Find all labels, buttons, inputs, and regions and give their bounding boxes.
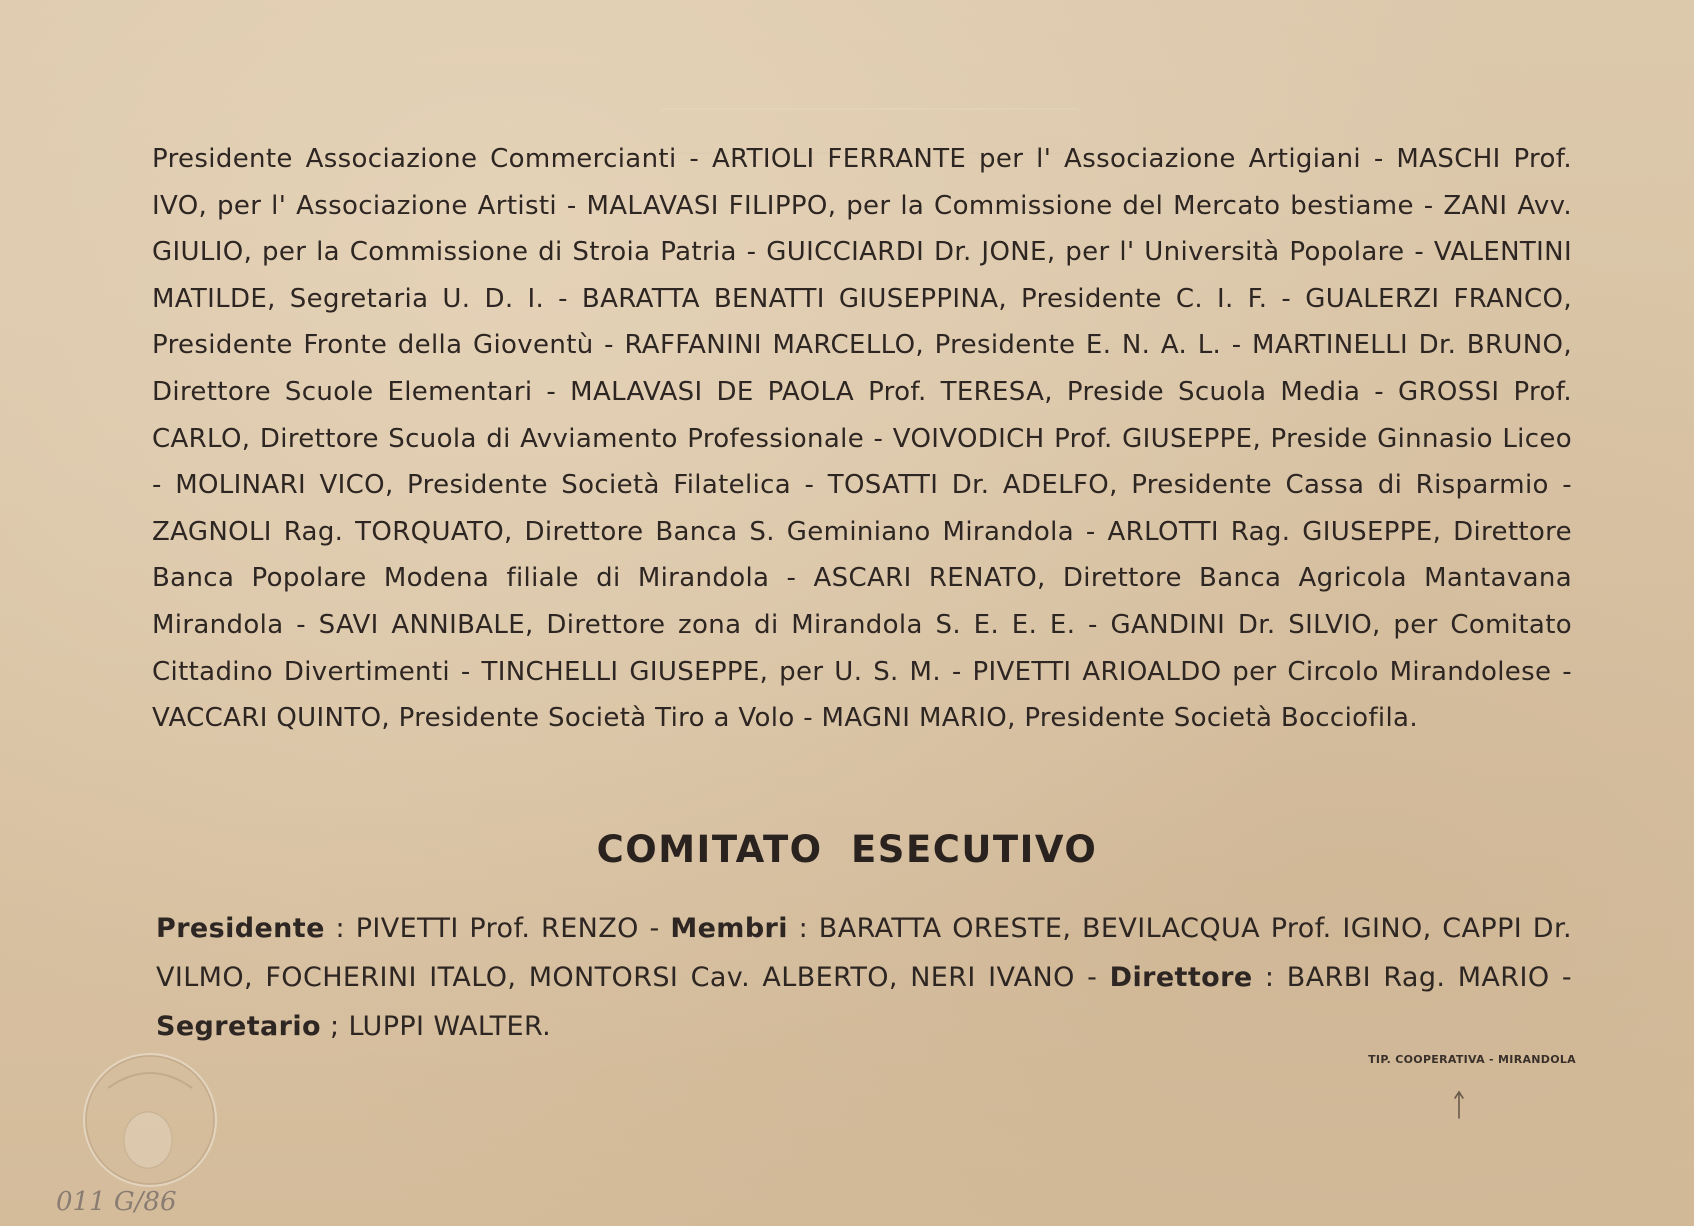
pencil-mark-icon bbox=[1452, 1090, 1466, 1120]
director-label: Direttore bbox=[1109, 962, 1253, 993]
handwritten-note-text: 011 G/86 bbox=[56, 1187, 177, 1217]
committee-members-paragraph: Presidente Associazione Commercianti - ARTIOLI FERRANTE per l' Associazione Artigiani - MASCHI Prof. IVO, per l' Associazione Artisti - MALAVASI FILIPPO, per la Commissione del Mercato bestiame - ZANI Avv. GIULIO, per la Commissione di Stroia Patria - GUICCIARDI Dr. JONE, per l' Università Popolare - VALENTINI MATILDE, Segretaria U. D. I. - BARATTA BENATTI GIUSEPPINA, Presidente C. I. F. - GUALERZI FRANCO, Presidente Fronte della Gioventù - RAFFANINI MARCELLO, Presidente E. N. A. L. - MARTINELLI Dr. BRUNO, Direttore Scuole Elementari - MALAVASI DE PAOLA Prof. TERESA, Preside Scuola Media - GROSSI Prof. CARLO, Direttore Scuola di Avviamento Professionale - VOIVODICH Prof. GIUSEPPE, Preside Ginnasio Liceo - MOLINARI VICO, Presidente Società Filatelica - TOSATTI Dr. ADELFO, Presidente Cassa di Risparmio - ZAGNOLI Rag. TORQUATO, Direttore Banca S. Geminiano Mirandola - ARLOTTI Rag. GIUSEPPE, Direttore Banca Popolare Modena filiale di Mirandola - ASCARI RENATO, Direttore Banca Agricola Mantavana Mirandola - SAVI ANNIBALE, Direttore zona di Mirandola S. E. E. E. - GANDINI Dr. SILVIO, per Comitato Cittadino Divertimenti - TINCHELLI GIUSEPPE, per U. S. M. - PIVETTI ARIOALDO per Circolo Mirandolese - VACCARI QUINTO, Presidente Società Tiro a Volo - MAGNI MARIO, Presidente Società Bocciofila. bbox=[152, 144, 1572, 734]
director-value: BARBI Rag. MARIO bbox=[1286, 962, 1550, 993]
president-label: Presidente bbox=[156, 913, 325, 944]
executive-committee-paragraph: Presidente : PIVETTI Prof. RENZO - Membri : BARATTA ORESTE, BEVILACQUA Prof. IGINO, CAPPI Dr. VILMO, FOCHERINI ITALO, MONTORSI Cav. ALBERTO, NERI IVANO - Direttore : BARBI Rag. MARIO - Segretario ; LUPPI WALTER. bbox=[156, 913, 1572, 1042]
printer-imprint: TIP. COOPERATIVA - MIRANDOLA bbox=[1368, 1053, 1576, 1066]
secretary-label: Segretario bbox=[156, 1011, 321, 1042]
handwritten-note bbox=[52, 1180, 232, 1220]
section-title: COMITATO ESECUTIVO bbox=[596, 828, 1098, 871]
members-label: Membri bbox=[670, 913, 788, 944]
embossed-seal-icon bbox=[78, 1048, 222, 1192]
secretary-value: LUPPI WALTER. bbox=[348, 1011, 552, 1042]
members-value: BARATTA ORESTE, BEVILACQUA Prof. IGINO, CAPPI Dr. VILMO, FOCHERINI ITALO, MONTORSI Cav. ALBERTO, NERI IVANO bbox=[156, 913, 1572, 993]
president-value: PIVETTI Prof. RENZO bbox=[355, 913, 639, 944]
